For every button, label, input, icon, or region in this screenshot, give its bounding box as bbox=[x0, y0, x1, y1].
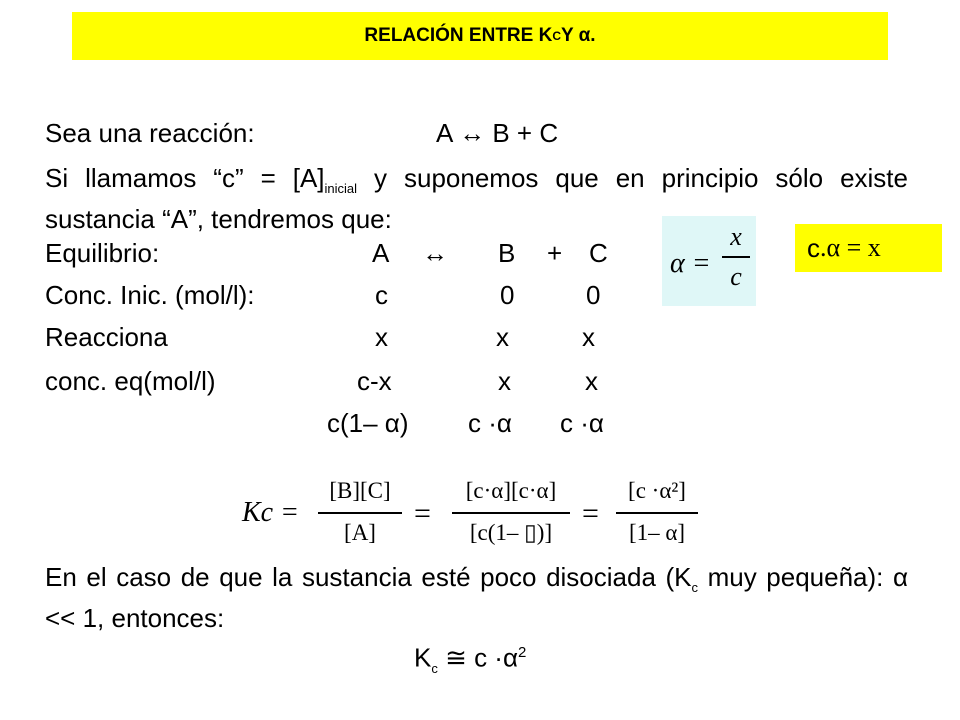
row-equilibrio-arrow: ↔ bbox=[422, 238, 448, 268]
final-relation bbox=[414, 638, 526, 684]
paragraph-2-part1: En el caso de que la sustancia esté poco disociada (K bbox=[45, 562, 692, 592]
intro-reaction: A ↔ B + C bbox=[436, 118, 559, 148]
kc-fraction-1 bbox=[318, 478, 402, 546]
row-conc-inic-0b: 0 bbox=[586, 280, 601, 310]
paragraph-1-part2: y suponemos que en principio sólo existe sustancia “A”, tendremos que: bbox=[45, 163, 908, 235]
row-conc-eq-cx: c-x bbox=[357, 366, 392, 396]
row-equilibrio-plus: + bbox=[547, 238, 563, 268]
row-alpha-c3: c ·α bbox=[560, 408, 604, 438]
row-alpha-c2: c ·α bbox=[468, 408, 512, 438]
row-conc-inic-0a: 0 bbox=[500, 280, 515, 310]
kc-equals-2: = bbox=[582, 497, 599, 530]
final-k: K bbox=[414, 642, 432, 673]
row-equilibrio-c: C bbox=[589, 238, 608, 268]
kc-fraction-1-den: [A] bbox=[344, 520, 376, 545]
final-rest: ≅ c ·α bbox=[437, 642, 518, 673]
kc-fraction-3 bbox=[616, 478, 698, 546]
row-conc-inic-c: c bbox=[375, 280, 388, 310]
row-alpha-c1: c(1– α) bbox=[327, 408, 409, 438]
kc-fraction-2-num: [c·α][c·α] bbox=[465, 478, 557, 503]
intro-label: Sea una reacción: bbox=[45, 118, 255, 148]
title-main: RELACIÓN ENTRE K bbox=[364, 25, 553, 46]
c-alpha-box bbox=[795, 224, 942, 272]
kc-fraction-2-den: [c(1– ▯)] bbox=[469, 520, 553, 545]
kc-fraction-3-num: [c ·α²] bbox=[628, 478, 686, 503]
title-tail: Y α. bbox=[561, 25, 596, 46]
kc-fraction-1-num: [B][C] bbox=[329, 478, 391, 503]
paragraph-2-sub: c bbox=[691, 580, 699, 596]
row-equilibrio-label: Equilibrio: bbox=[45, 238, 160, 268]
paragraph-2-part2: muy pequeña): α << 1, entonces: bbox=[45, 562, 909, 634]
row-reacciona-label: Reacciona bbox=[45, 322, 168, 352]
kc-fraction-2-bar bbox=[452, 512, 570, 514]
paragraph-2 bbox=[45, 562, 908, 633]
alpha-num: x bbox=[730, 222, 742, 251]
alpha-den: c bbox=[730, 262, 742, 291]
row-reacciona-x3: x bbox=[582, 322, 595, 352]
alpha-formula-box bbox=[662, 216, 756, 306]
kc-fraction-3-bar bbox=[616, 512, 698, 514]
alpha-formula-lhs: α = bbox=[670, 248, 711, 279]
row-equilibrio-b: B bbox=[498, 238, 516, 268]
kc-fraction-3-den: [1– α] bbox=[628, 520, 686, 545]
kc-equals-1: = bbox=[414, 497, 431, 530]
kc-lhs: Kc = bbox=[242, 497, 299, 528]
title-sub: C bbox=[552, 29, 561, 43]
alpha-fraction-bar bbox=[722, 256, 750, 258]
final-sub: c bbox=[431, 660, 438, 676]
paragraph-1-sub: inicial bbox=[324, 181, 358, 197]
c-alpha-c: c bbox=[807, 232, 820, 263]
final-sup: 2 bbox=[518, 644, 527, 661]
row-conc-eq-x2: x bbox=[585, 366, 598, 396]
row-reacciona-x1: x bbox=[375, 322, 388, 352]
title-banner bbox=[72, 12, 888, 60]
row-conc-eq-x1: x bbox=[498, 366, 511, 396]
kc-fraction-2 bbox=[452, 478, 570, 546]
row-reacciona-x2: x bbox=[496, 322, 509, 352]
alpha-fraction bbox=[722, 222, 750, 292]
row-conc-eq-label: conc. eq(mol/l) bbox=[45, 366, 216, 396]
row-equilibrio-a: A bbox=[372, 238, 390, 268]
c-alpha-rest: .α = x bbox=[820, 233, 881, 262]
kc-fraction-1-bar bbox=[318, 512, 402, 514]
row-conc-inic-label: Conc. Inic. (mol/l): bbox=[45, 280, 255, 310]
paragraph-1-part1: Si llamamos “c” = [A] bbox=[45, 163, 325, 193]
paragraph-1 bbox=[45, 163, 908, 234]
